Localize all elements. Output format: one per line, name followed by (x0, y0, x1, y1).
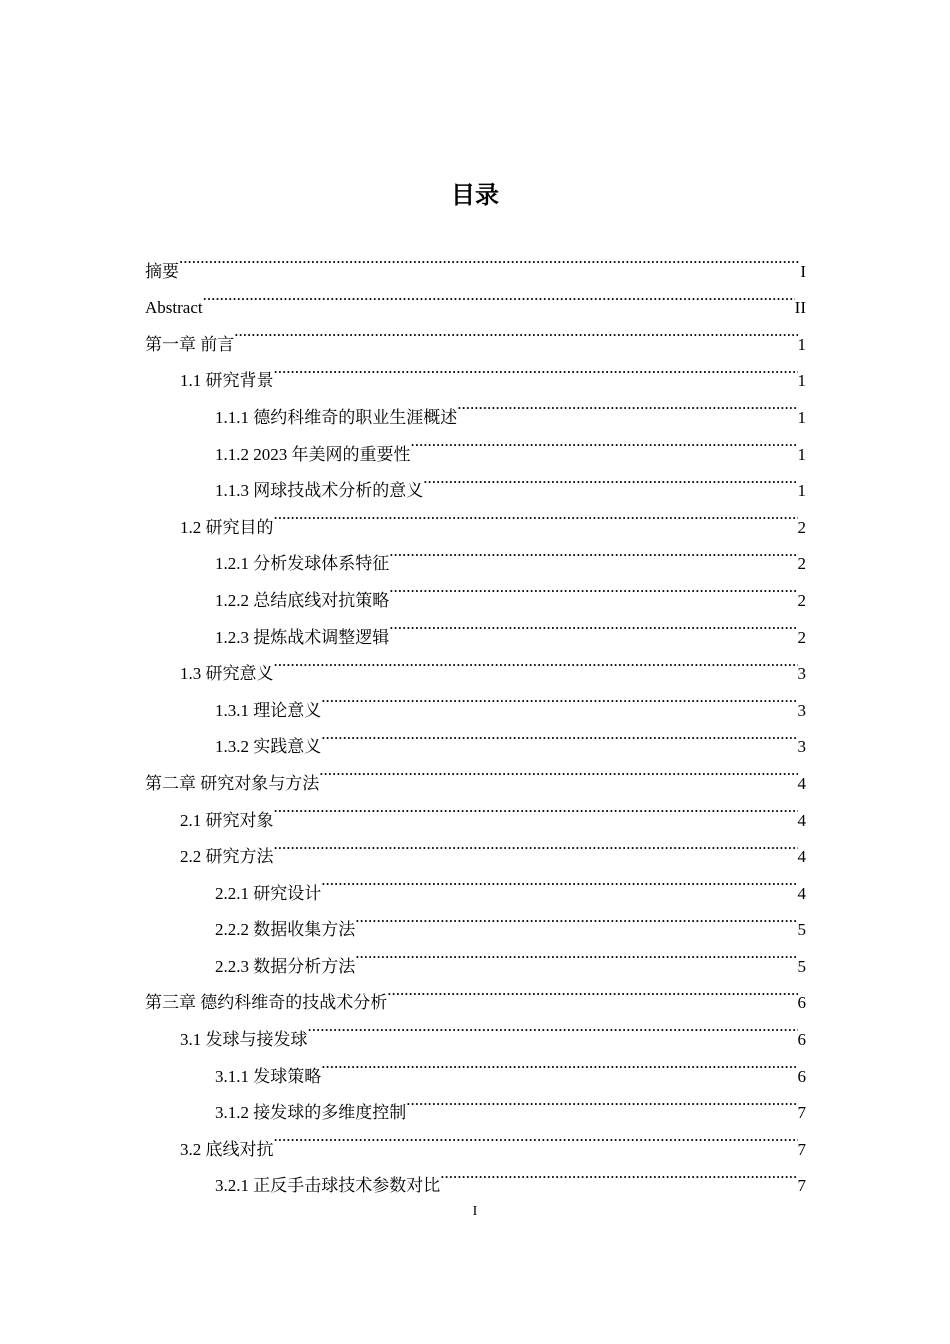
toc-entry-title: 第一章 前言 (145, 334, 235, 354)
toc-entry-page-number: 1 (797, 481, 806, 501)
toc-dot-leader (355, 899, 797, 936)
table-of-contents (145, 240, 806, 1196)
toc-entry-page-number: 5 (797, 920, 806, 940)
toc-entry[interactable] (145, 277, 806, 318)
toc-entry-page-number: 7 (797, 1103, 806, 1123)
toc-entry-title: 2.2.2 数据收集方法 (215, 920, 356, 940)
toc-entry-page-number: II (794, 298, 806, 318)
toc-entry-title: 2.2.3 数据分析方法 (215, 956, 356, 976)
toc-dot-leader (274, 789, 798, 826)
toc-dot-leader (274, 1118, 798, 1155)
toc-entry-title: 1.2 研究目的 (180, 517, 274, 537)
toc-entry-title: 1.1.2 2023 年美网的重要性 (215, 444, 411, 464)
page-number-footer: I (472, 1204, 478, 1219)
toc-entry-title: 3.1.1 发球策略 (215, 1066, 322, 1086)
toc-entry-title: 摘要 (145, 261, 179, 281)
toc-entry-title: 3.2.1 正反手击球技术参数对比 (215, 1176, 441, 1196)
toc-dot-leader (423, 460, 797, 497)
toc-dot-leader (308, 1008, 798, 1045)
toc-dot-leader (321, 862, 797, 899)
toc-entry-page-number: 4 (797, 773, 806, 793)
toc-entry-page-number: 6 (797, 1030, 806, 1050)
toc-entry-page-number: 1 (797, 371, 806, 391)
toc-entry-title: 1.1.3 网球技战术分析的意义 (215, 481, 424, 501)
toc-dot-leader (457, 386, 797, 423)
toc-entry-page-number: 2 (797, 554, 806, 574)
toc-dot-leader (440, 1155, 797, 1192)
toc-entry[interactable] (145, 240, 806, 281)
toc-entry-title: 3.1.2 接发球的多维度控制 (215, 1103, 407, 1123)
toc-entry-page-number: 3 (797, 737, 806, 757)
toc-entry-title: 1.2.2 总结底线对抗策略 (215, 590, 390, 610)
toc-dot-leader (411, 423, 798, 460)
toc-dot-leader (321, 679, 797, 716)
toc-entry-page-number: 2 (797, 590, 806, 610)
toc-dot-leader (321, 716, 797, 753)
toc-entry-page-number: 5 (797, 956, 806, 976)
toc-dot-leader (389, 606, 797, 643)
toc-entry-title: 1.1 研究背景 (180, 371, 274, 391)
toc-dot-leader (389, 569, 797, 606)
toc-dot-leader (203, 277, 795, 314)
toc-entry-title: 2.2 研究方法 (180, 847, 274, 867)
page-title: 目录 (451, 181, 499, 209)
toc-entry-title: 1.3.2 实践意义 (215, 737, 322, 757)
toc-dot-leader (274, 643, 798, 680)
toc-entry-page-number: 7 (797, 1139, 806, 1159)
toc-dot-leader (321, 1045, 797, 1082)
toc-entry-page-number: 1 (797, 407, 806, 427)
toc-entry-page-number: 3 (797, 664, 806, 684)
toc-entry-title: 1.3 研究意义 (180, 664, 274, 684)
toc-dot-leader (355, 935, 797, 972)
toc-dot-leader (234, 313, 797, 350)
toc-entry-page-number: I (800, 261, 806, 281)
toc-dot-leader (274, 826, 798, 863)
toc-entry-title: 1.2.3 提炼战术调整逻辑 (215, 627, 390, 647)
toc-entry-title: 3.2 底线对抗 (180, 1139, 274, 1159)
toc-dot-leader (406, 1082, 797, 1119)
toc-entry-title: Abstract (145, 298, 203, 318)
toc-entry-title: 1.3.1 理论意义 (215, 700, 322, 720)
toc-entry-page-number: 2 (797, 627, 806, 647)
toc-entry-title: 第二章 研究对象与方法 (145, 773, 320, 793)
toc-entry-page-number: 1 (797, 334, 806, 354)
toc-entry[interactable] (145, 350, 806, 391)
toc-entry[interactable] (145, 313, 806, 354)
toc-dot-leader (319, 752, 797, 789)
toc-entry-page-number: 4 (797, 810, 806, 830)
toc-entry-page-number: 4 (797, 847, 806, 867)
toc-entry-page-number: 1 (797, 444, 806, 464)
toc-dot-leader (387, 972, 797, 1009)
toc-dot-leader (179, 240, 800, 277)
toc-entry-page-number: 3 (797, 700, 806, 720)
toc-entry-page-number: 7 (797, 1176, 806, 1196)
toc-entry-title: 2.2.1 研究设计 (215, 883, 322, 903)
toc-entry-title: 3.1 发球与接发球 (180, 1030, 308, 1050)
toc-entry-page-number: 6 (797, 1066, 806, 1086)
toc-entry-title: 1.2.1 分析发球体系特征 (215, 554, 390, 574)
toc-dot-leader (389, 533, 797, 570)
toc-entry-title: 1.1.1 德约科维奇的职业生涯概述 (215, 407, 458, 427)
toc-entry-page-number: 6 (797, 993, 806, 1013)
toc-dot-leader (274, 350, 798, 387)
toc-entry-title: 第三章 德约科维奇的技战术分析 (145, 993, 388, 1013)
toc-entry-page-number: 2 (797, 517, 806, 537)
toc-dot-leader (274, 496, 798, 533)
toc-entry-page-number: 4 (797, 883, 806, 903)
toc-entry-title: 2.1 研究对象 (180, 810, 274, 830)
